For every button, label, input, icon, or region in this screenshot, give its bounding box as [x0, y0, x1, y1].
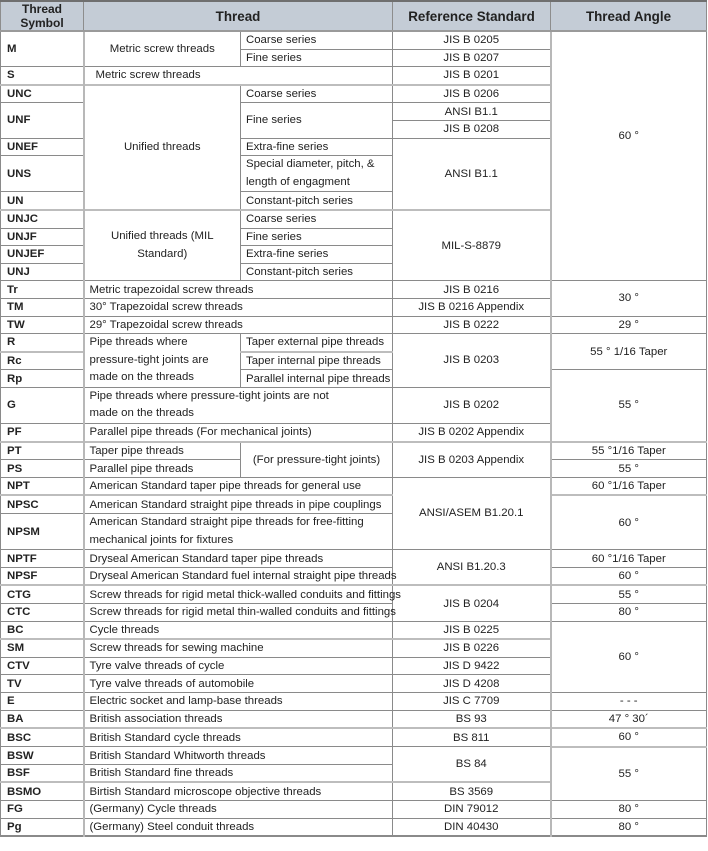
standard-cell: JIS B 0216 [393, 281, 551, 299]
table-row [1, 621, 707, 639]
table-row [1, 818, 707, 836]
symbol-cell: E [1, 692, 84, 710]
standard-cell: JIS B 0203 [393, 334, 551, 388]
symbol-cell: PS [1, 460, 84, 478]
symbol-cell: Rc [1, 352, 84, 370]
symbol-cell: NPSF [1, 567, 84, 585]
symbol-cell: CTG [1, 585, 84, 603]
standard-cell: ANSI B1.20.3 [393, 550, 551, 586]
table-row [1, 281, 707, 299]
thread-cell: Pipe threads where pressure-tight joints are made on the threads [84, 334, 241, 388]
standard-cell: JIS B 0208 [393, 120, 551, 138]
header-thread: Thread [84, 1, 393, 31]
angle-cell: 30 ° [551, 281, 707, 316]
standard-cell: JIS B 0225 [393, 621, 551, 639]
symbol-cell: BSW [1, 747, 84, 765]
symbol-cell: SM [1, 639, 84, 657]
table-row [1, 567, 707, 585]
symbol-cell: Pg [1, 818, 84, 836]
angle-cell: 55 ° [551, 460, 707, 478]
standard-cell: BS 3569 [393, 782, 551, 800]
standard-cell: MIL-S-8879 [393, 210, 551, 281]
thread-cell: Parallel pipe threads (For mechanical joints) [84, 424, 393, 442]
symbol-cell: UNF [1, 103, 84, 138]
standard-cell: JIS B 0222 [393, 316, 551, 334]
table-row [1, 495, 707, 513]
thread-cell: Unified threads [84, 85, 241, 210]
standard-cell: JIS B 0202 [393, 387, 551, 423]
angle-cell: 80 ° [551, 818, 707, 836]
thread-cell: British Standard cycle threads [84, 728, 393, 747]
thread-cell: American Standard taper pipe threads for general use [84, 477, 393, 495]
header-reference-standard: Reference Standard [393, 1, 551, 31]
header-thread-angle: Thread Angle [551, 1, 707, 31]
symbol-cell: Rp [1, 370, 84, 388]
series-cell: Special diameter, pitch, & length of engagment [241, 156, 393, 192]
standard-cell: JIS B 0216 Appendix [393, 298, 551, 316]
thread-cell: (Germany) Steel conduit threads [84, 818, 393, 836]
symbol-cell: NPTF [1, 550, 84, 568]
angle-cell: 60 °1/16 Taper [551, 550, 707, 568]
thread-cell: Screw threads for rigid metal thick-walled conduits and fittings [84, 585, 393, 603]
thread-cell: Screw threads for rigid metal thin-walled conduits and fittings [84, 604, 393, 622]
angle-cell: 60 ° [551, 31, 707, 281]
standard-cell: JIS B 0202 Appendix [393, 424, 551, 442]
note-cell: (For pressure-tight joints) [241, 442, 393, 478]
table-row [1, 801, 707, 819]
symbol-cell: G [1, 387, 84, 423]
angle-cell: 55 ° [551, 370, 707, 442]
series-cell: Extra-fine series [241, 246, 393, 264]
symbol-cell: UNJF [1, 228, 84, 246]
series-cell: Coarse series [241, 210, 393, 228]
standard-cell: BS 84 [393, 747, 551, 783]
thread-cell: Metric screw threads [84, 67, 393, 85]
thread-cell: Dryseal American Standard fuel internal straight pipe threads [84, 567, 393, 585]
thread-cell: Tyre valve threads of automobile [84, 675, 393, 693]
symbol-cell: Tr [1, 281, 84, 299]
angle-cell: 60 ° [551, 728, 707, 747]
table-row [1, 604, 707, 622]
symbol-cell: UNS [1, 156, 84, 192]
thread-cell: Taper pipe threads [84, 442, 241, 460]
symbol-cell: PF [1, 424, 84, 442]
standard-cell: JIS B 0205 [393, 31, 551, 49]
symbol-cell: TW [1, 316, 84, 334]
symbol-cell: M [1, 31, 84, 67]
symbol-cell: BSC [1, 728, 84, 747]
series-cell: Fine series [241, 103, 393, 138]
standard-cell: BS 93 [393, 710, 551, 728]
thread-cell: British association threads [84, 710, 393, 728]
symbol-cell: R [1, 334, 84, 352]
angle-cell: 60 °1/16 Taper [551, 477, 707, 495]
symbol-cell: CTC [1, 604, 84, 622]
thread-cell: Parallel pipe threads [84, 460, 241, 478]
symbol-cell: BC [1, 621, 84, 639]
series-cell: Fine series [241, 49, 393, 67]
thread-cell: Pipe threads where pressure-tight joints are not made on the threads [84, 387, 393, 423]
series-cell: Coarse series [241, 31, 393, 49]
angle-cell: 60 ° [551, 621, 707, 692]
thread-cell: Electric socket and lamp-base threads [84, 692, 393, 710]
standard-cell: JIS D 9422 [393, 657, 551, 675]
symbol-cell: PT [1, 442, 84, 460]
thread-cell: 30° Trapezoidal screw threads [84, 298, 393, 316]
header-thread-symbol: Thread Symbol [1, 1, 84, 31]
thread-cell: Unified threads (MIL Standard) [84, 210, 241, 281]
table-row [1, 585, 707, 603]
standard-cell: JIS B 0203 Appendix [393, 442, 551, 478]
angle-cell: 80 ° [551, 604, 707, 622]
standard-cell: JIS B 0204 [393, 585, 551, 621]
standard-cell: ANSI B1.1 [393, 103, 551, 121]
series-cell: Constant-pitch series [241, 192, 393, 210]
standard-cell: JIS B 0206 [393, 85, 551, 103]
angle-cell: 47 ° 30´ [551, 710, 707, 728]
angle-cell: 60 ° [551, 567, 707, 585]
standard-cell: JIS D 4208 [393, 675, 551, 693]
standard-cell: JIS C 7709 [393, 692, 551, 710]
symbol-cell: UNJ [1, 263, 84, 281]
standard-cell: ANSI B1.1 [393, 138, 551, 210]
thread-cell: Dryseal American Standard taper pipe threads [84, 550, 393, 568]
series-cell: Fine series [241, 228, 393, 246]
standard-cell: DIN 40430 [393, 818, 551, 836]
angle-cell: 55 ° 1/16 Taper [551, 334, 707, 370]
symbol-cell: BSMO [1, 782, 84, 800]
angle-cell: 55 °1/16 Taper [551, 442, 707, 460]
standard-cell: JIS B 0226 [393, 639, 551, 657]
symbol-cell: UNJC [1, 210, 84, 228]
series-cell: Coarse series [241, 85, 393, 103]
symbol-cell: CTV [1, 657, 84, 675]
standard-cell: JIS B 0207 [393, 49, 551, 67]
symbol-cell: TM [1, 298, 84, 316]
thread-cell: British Standard fine threads [84, 764, 393, 782]
standard-cell: DIN 79012 [393, 801, 551, 819]
thread-cell: Metric screw threads [84, 31, 241, 67]
standard-cell: ANSI/ASEM B1.20.1 [393, 477, 551, 549]
angle-cell: - - - [551, 692, 707, 710]
series-cell: Taper internal pipe threads [241, 352, 393, 370]
thread-cell: 29° Trapezoidal screw threads [84, 316, 393, 334]
thread-cell: American Standard straight pipe threads in pipe couplings [84, 495, 393, 513]
thread-cell: British Standard Whitworth threads [84, 747, 393, 765]
angle-cell: 55 ° [551, 747, 707, 801]
series-cell: Parallel internal pipe threads [241, 370, 393, 388]
angle-cell: 80 ° [551, 801, 707, 819]
symbol-cell: UNJEF [1, 246, 84, 264]
symbol-cell: NPSC [1, 495, 84, 513]
symbol-cell: BSF [1, 764, 84, 782]
thread-cell: (Germany) Cycle threads [84, 801, 393, 819]
series-cell: Extra-fine series [241, 138, 393, 156]
angle-cell: 55 ° [551, 585, 707, 603]
symbol-cell: NPSM [1, 514, 84, 550]
thread-cell: Screw threads for sewing machine [84, 639, 393, 657]
table-row [1, 334, 707, 352]
thread-cell: Tyre valve threads of cycle [84, 657, 393, 675]
angle-cell: 29 ° [551, 316, 707, 334]
series-cell: Taper external pipe threads [241, 334, 393, 352]
symbol-cell: NPT [1, 477, 84, 495]
symbol-cell: FG [1, 801, 84, 819]
thread-cell: American Standard straight pipe threads for free-fitting mechanical joints for fixtures [84, 514, 393, 550]
symbol-cell: S [1, 67, 84, 85]
angle-cell: 60 ° [551, 495, 707, 549]
series-cell: Constant-pitch series [241, 263, 393, 281]
table-row [1, 747, 707, 765]
table-row [1, 477, 707, 495]
thread-cell: Cycle threads [84, 621, 393, 639]
standard-cell: BS 811 [393, 728, 551, 747]
thread-cell: Metric trapezoidal screw threads [84, 281, 393, 299]
table-row [1, 710, 707, 728]
thread-cell: Birtish Standard microscope objective threads [84, 782, 393, 800]
symbol-cell: UNEF [1, 138, 84, 156]
symbol-cell: TV [1, 675, 84, 693]
table-row [1, 692, 707, 710]
table-row [1, 316, 707, 334]
symbol-cell: BA [1, 710, 84, 728]
table-row [1, 728, 707, 747]
table-row [1, 442, 707, 460]
standard-cell: JIS B 0201 [393, 67, 551, 85]
symbol-cell: UN [1, 192, 84, 210]
table-row [1, 550, 707, 568]
symbol-cell: UNC [1, 85, 84, 103]
header-row [1, 1, 707, 31]
table-row [1, 31, 707, 49]
